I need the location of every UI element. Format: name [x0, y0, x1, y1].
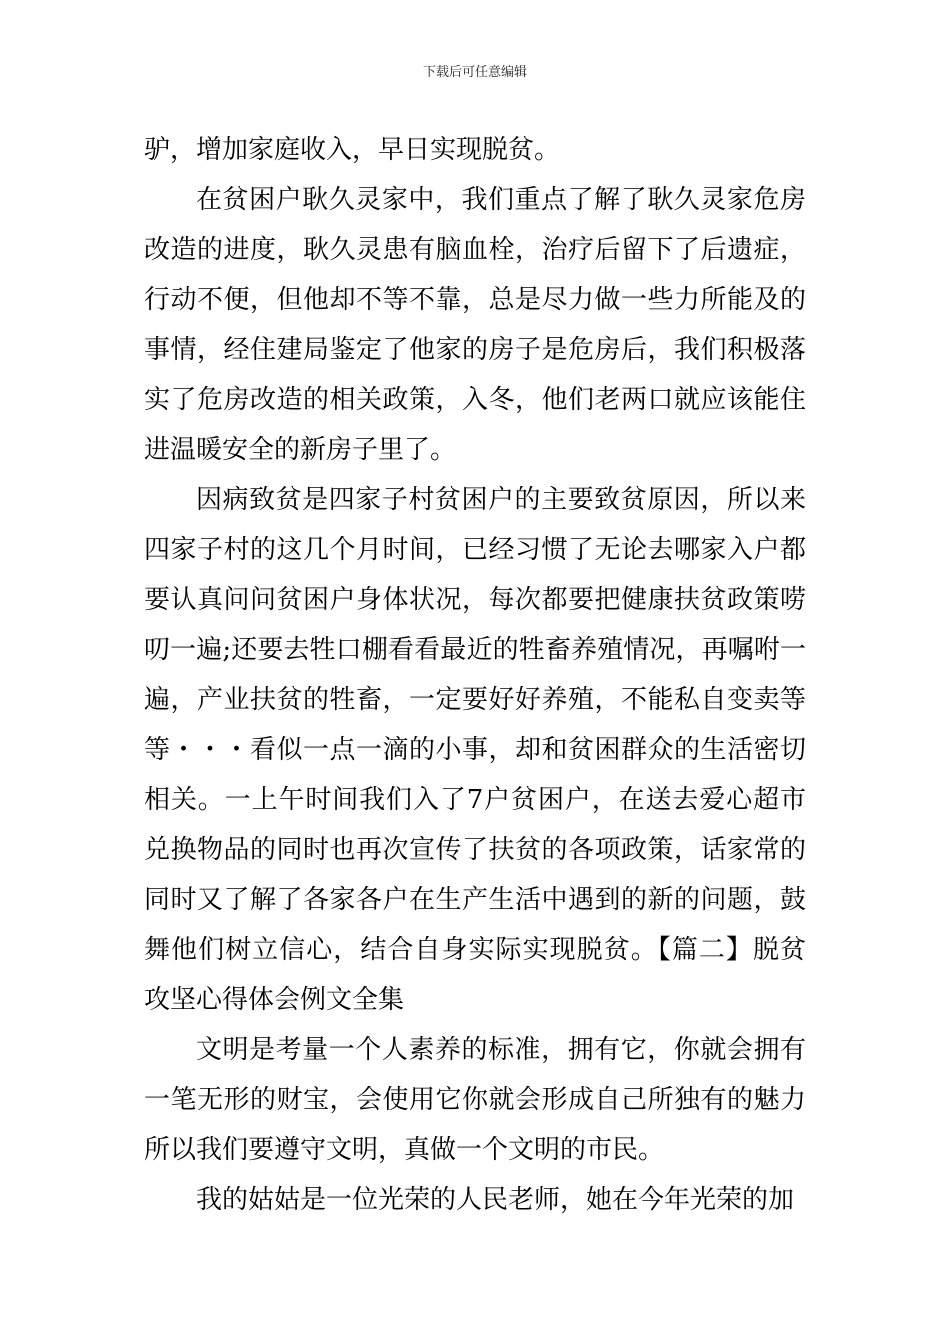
- paragraph: 文明是考量一个人素养的标准，拥有它，你就会拥有一笔无形的财宝，会使用它你就会形成自己所独有的魅力所以我们要遵守文明，真做一个文明的市民。: [144, 1035, 806, 1165]
- page-header: 下载后可任意编辑: [422, 65, 527, 80]
- document-body: [144, 125, 806, 1225]
- paragraph: 在贫困户耿久灵家中，我们重点了解了耿久灵家危房改造的进度，耿久灵患有脑血栓，治疗后留下了后遗症，行动不便，但他却不等不靠，总是尽力做一些力所能及的事情，经住建局鉴定了他家的房子是危房后，我们积极落实了危房改造的相关政策，入冬，他们老两口就应该能住进温暖安全的新房子里了。: [144, 185, 806, 465]
- paragraph-continuation: 驴，增加家庭收入，早日实现脱贫。: [144, 135, 561, 165]
- paragraph: 因病致贫是四家子村贫困户的主要致贫原因，所以来四家子村的这几个月时间，已经习惯了无论去哪家入户都要认真问问贫困户身体状况，每次都要把健康扶贫政策唠叨一遍;还要去牲口棚看看最近的牲畜养殖情况，再嘱咐一遍，产业扶贫的牲畜，一定要好好养殖，不能私自变卖等等・・・看似一点一滴的小事，却和贫困群众的生活密切相关。一上午时间我们入了7户贫困户，在送去爱心超市兑换物品的同时也再次宣传了扶贫的各项政策，话家常的同时又了解了各家各户在生产生活中遇到的新的问题，鼓舞他们树立信心，结合自身实际实现脱贫。【篇二】脱贫攻坚心得体会例文全集: [144, 485, 806, 1015]
- paragraph: 我的姑姑是一位光荣的人民老师，她在今年光荣的加: [196, 1185, 795, 1215]
